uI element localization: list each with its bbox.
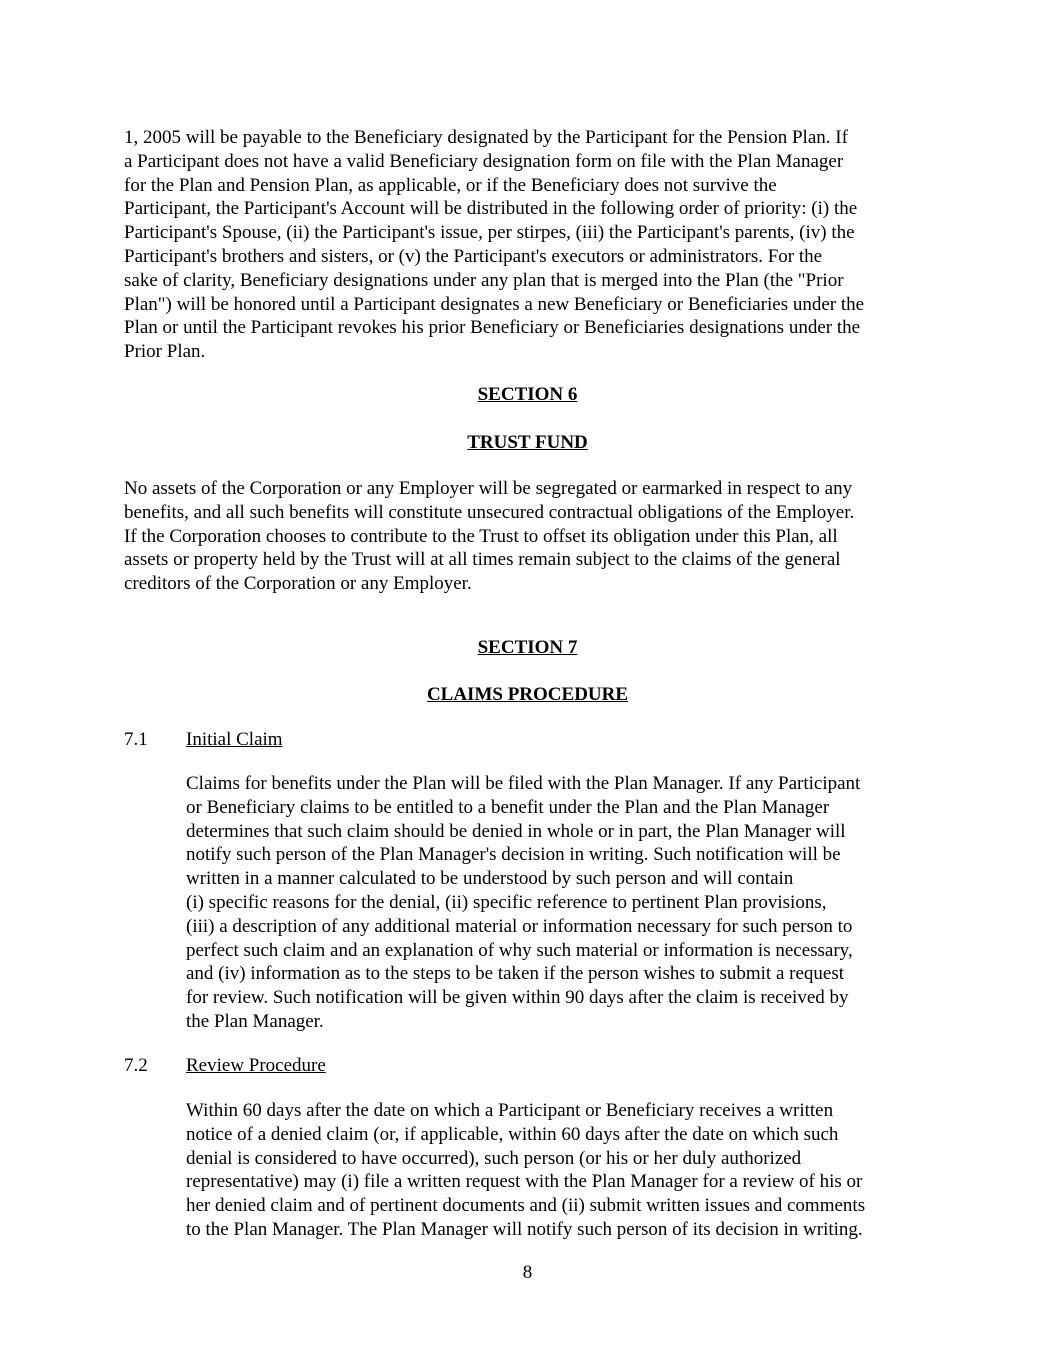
subsection-7-1-number: 7.1 [124, 729, 148, 750]
subsection-7-1-body: Claims for benefits under the Plan will be filed with the Plan Manager. If any Participant or Beneficiary claims to be entitled to a benefit under the Plan and the Plan Manager determines that such claim should be denied in whole or in part, the Plan Manager will notify such person of the Plan Manager's decision in writing. Such notification will be written in a manner calculated to be understood by such person and will contain (i) specific reasons for the denial, (ii) specific reference to pertinent Plan provisions, (iii) a description of any additional material or information necessary for such person to perfect such claim and an explanation of why such material or information is necessary, and (iv) information as to the steps to be taken if the person wishes to submit a request for review. Such notification will be given within 90 days after the claim is received by the Plan Manager. [186, 773, 861, 1032]
subsection-7-1-title: Initial Claim [186, 729, 283, 750]
section-7-title: CLAIMS PROCEDURE [426, 684, 629, 705]
subsection-7-2-body: Within 60 days after the date on which a Participant or Beneficiary receives a written notice of a denied claim (or, if applicable, within 60 days after the date on which such denial is considered to have occurred), such person (or his or her duly authorized representative) may (i) file a written request with the Plan Manager for a review of his or her denied claim and of pertinent documents and (ii) submit written issues and comments to the Plan Manager. The Plan Manager will notify such person of its decision in writing. [186, 1100, 866, 1240]
continuation-paragraph: 1, 2005 will be payable to the Beneficiary designated by the Participant for the Pension Plan. If a Participant does not have a valid Beneficiary designation form on file with the Plan Manager for the Plan and Pension Plan, as applicable, or if the Beneficiary does not survive the Participant, the Participant's Account will be distributed in the following order of priority: (i) the Participant's Spouse, (ii) the Participant's issue, per stirpes, (iii) the Participant's parents, (iv) the Participant's brothers and sisters, or (v) the Participant's executors or administrators. For the sake of clarity, Beneficiary designations under any plan that is merged into the Plan (the "Prior Plan") will be honored until a Participant designates a new Beneficiary or Beneficiaries under the Plan or until the Participant revokes his prior Beneficiary or Beneficiaries designations under the Prior Plan. [124, 127, 865, 363]
section-6-title: TRUST FUND [467, 432, 588, 453]
subsection-7-2-number: 7.2 [124, 1055, 148, 1076]
subsection-7-2-title: Review Procedure [186, 1055, 326, 1076]
page-number: 8 [522, 1262, 533, 1283]
section-6-heading: SECTION 6 [477, 384, 578, 405]
section-6-body: No assets of the Corporation or any Employer will be segregated or earmarked in respect to any benefits, and all such benefits will constitute unsecured contractual obligations of the Employer. If the Corporation chooses to contribute to the Trust to offset its obligation under this Plan, all assets or property held by the Trust will at all times remain subject to the claims of the general creditors of the Corporation or any Employer. [124, 478, 855, 595]
section-7-heading: SECTION 7 [477, 637, 578, 658]
